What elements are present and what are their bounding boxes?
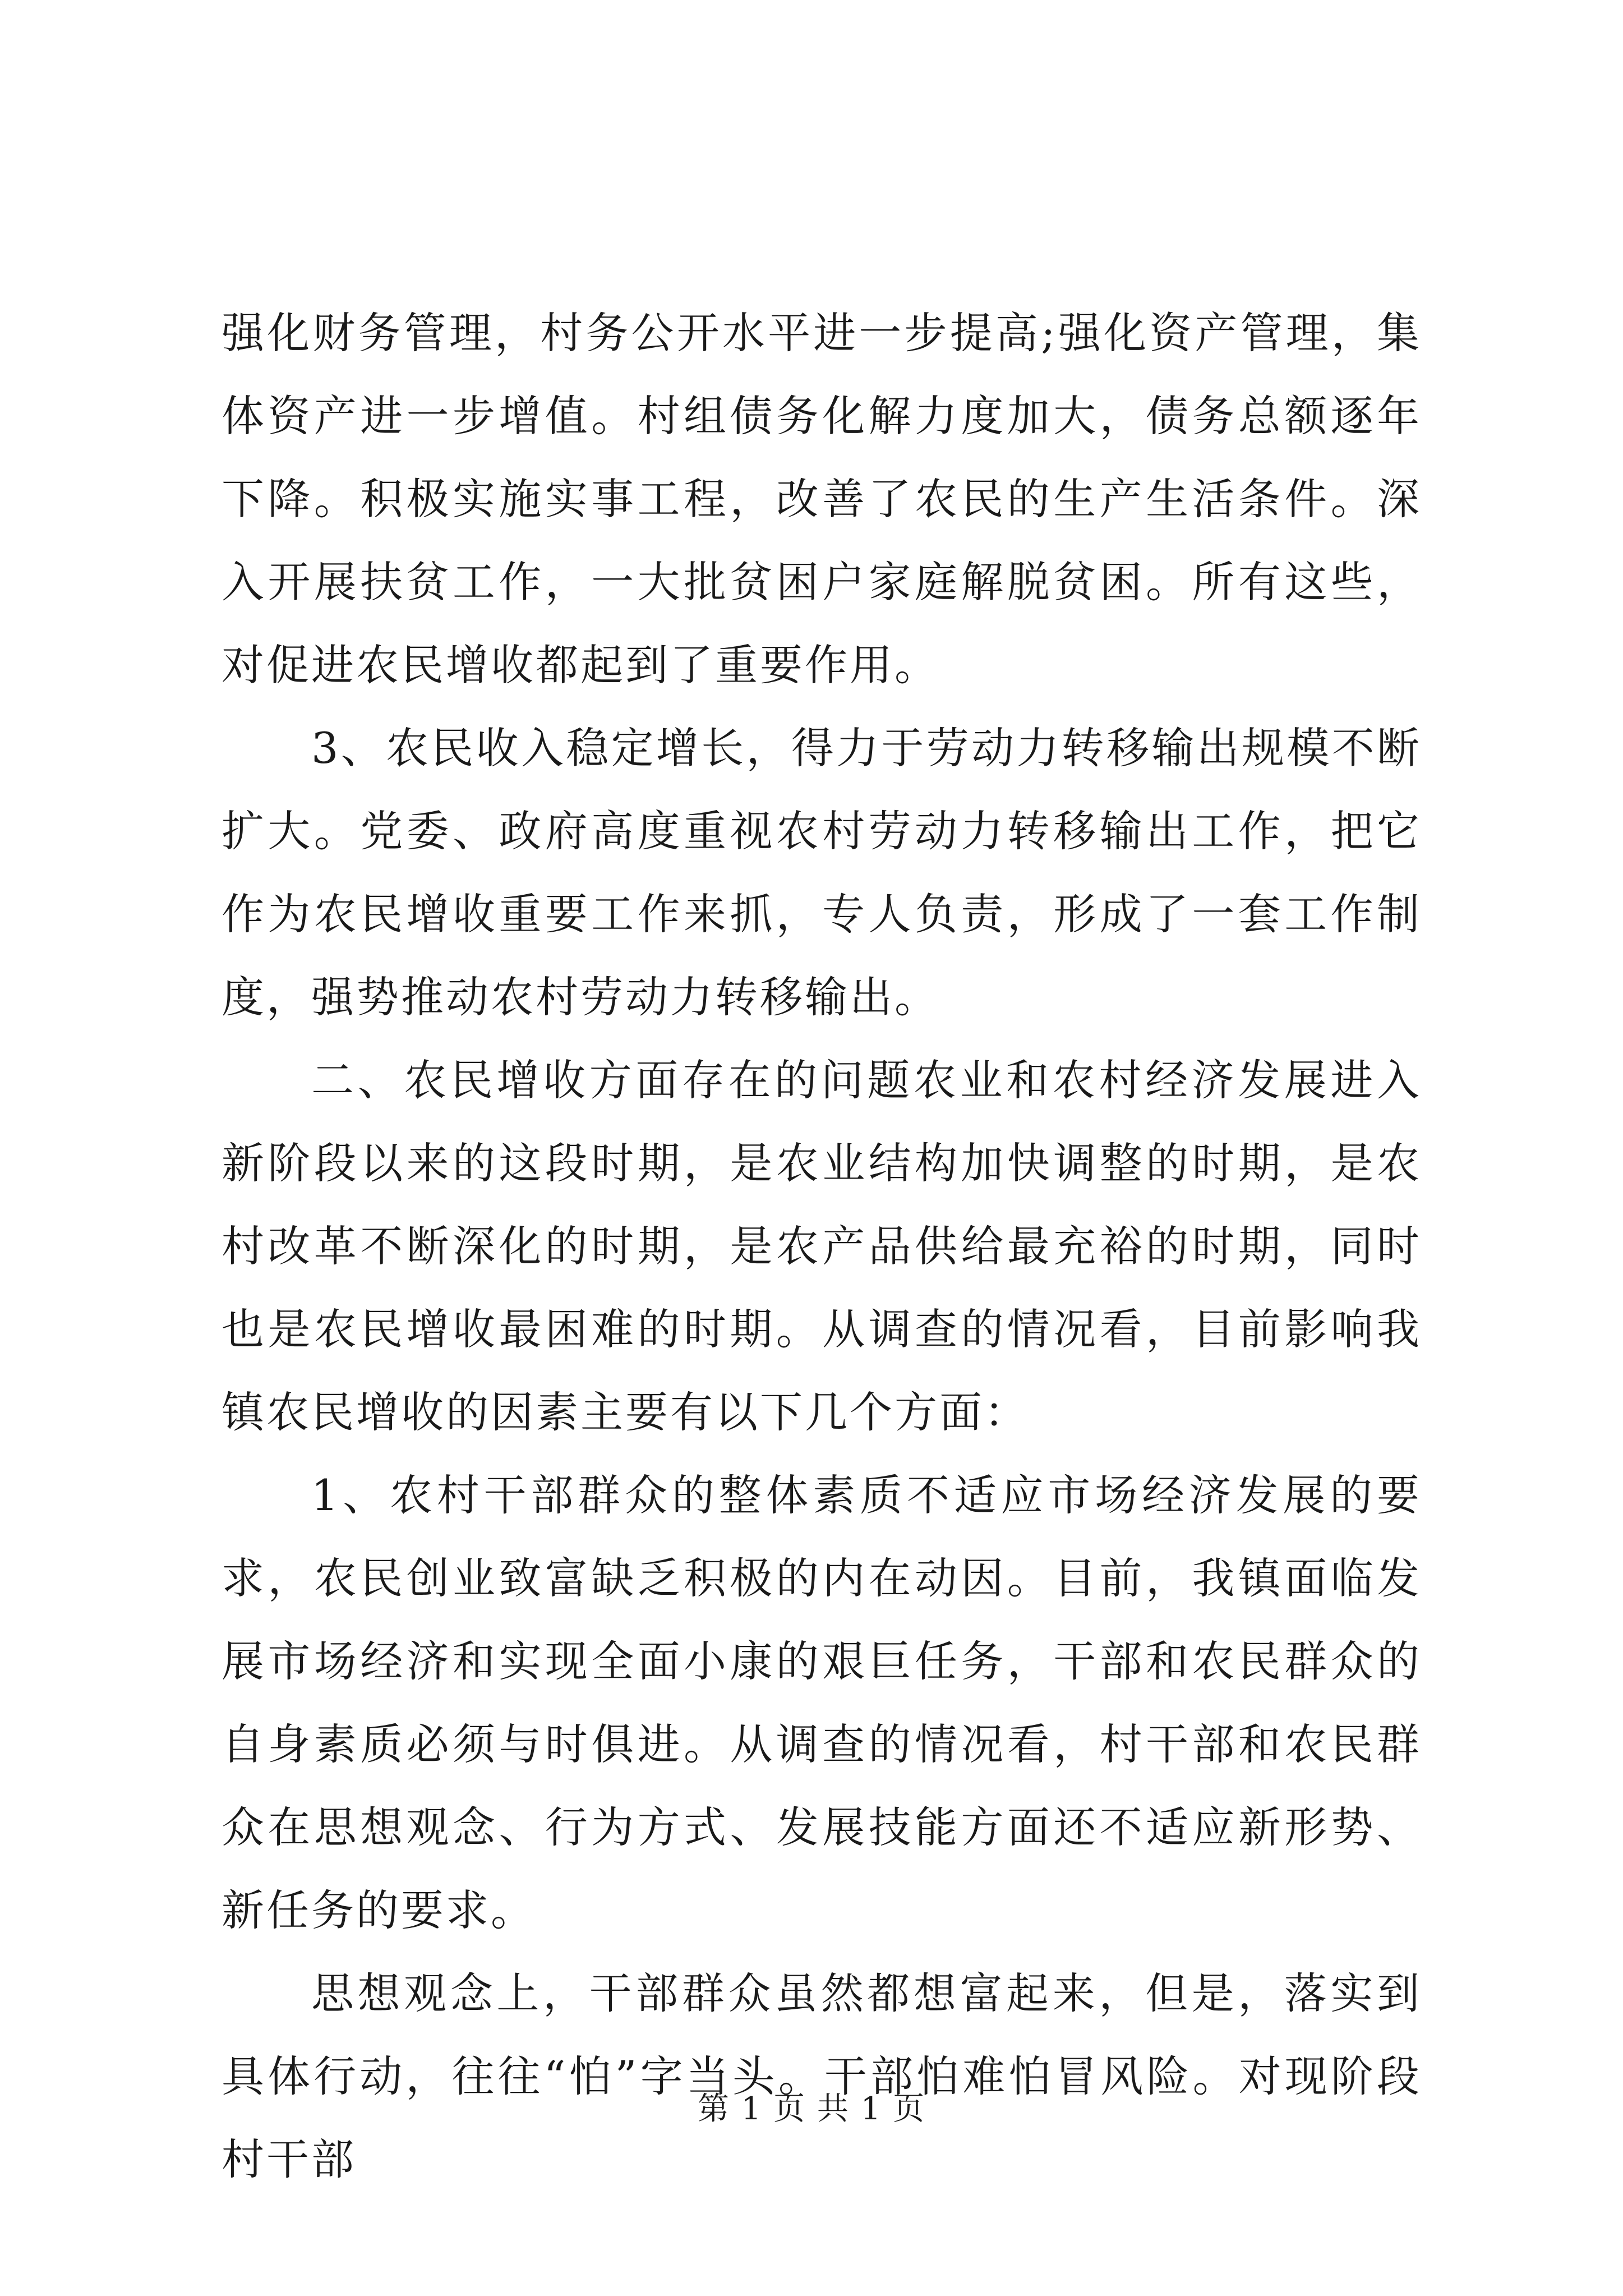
page-footer bbox=[0, 2087, 1623, 2132]
paragraph-labor-transfer: 3、农民收入稳定增长，得力于劳动力转移输出规模不断扩大。党委、政府高度重视农村劳动力转移输出工作，把它作为农民增收重要工作来抓，专人负责，形成了一套工作制度，强势推动农村劳动力转移输出。 bbox=[222, 723, 1422, 1022]
paragraph-finance-management: 强化财务管理，村务公开水平进一步提高;强化资产管理，集体资产进一步增值。村组债务化解力度加大，债务总额逐年下降。积极实施实事工程，改善了农民的生产生活条件。深入开展扶贫工作，一大批贫困户家庭解脱贫困。所有这些，对促进农民增收都起到了重要作用。 bbox=[222, 308, 1422, 690]
paragraph-ideology: 思想观念上，干部群众虽然都想富起来，但是，落实到具体行动，往往“怕”字当头。干部怕难怕冒风险。对现阶段村干部 bbox=[222, 1968, 1422, 2184]
paragraph-income-problems: 二、农民增收方面存在的问题农业和农村经济发展进入新阶段以来的这段时期，是农业结构加快调整的时期，是农村改革不断深化的时期，是农产品供给最充裕的时期，同时也是农民增收最困难的时期。从调查的情况看，目前影响我镇农民增收的因素主要有以下几个方面： bbox=[222, 1055, 1422, 1437]
paragraph-cadre-quality: 1、农村干部群众的整体素质不适应市场经济发展的要求，农民创业致富缺乏积极的内在动因。目前，我镇面临发展市场经济和实现全面小康的艰巨任务，干部和农民群众的自身素质必须与时俱进。从调查的情况看，村干部和农民群众在思想观念、行为方式、发展技能方面还不适应新形势、新任务的要求。 bbox=[222, 1470, 1422, 1935]
document-body bbox=[222, 292, 1422, 2201]
page-number-label: 第 1 页 共 1 页 bbox=[697, 2091, 926, 2127]
